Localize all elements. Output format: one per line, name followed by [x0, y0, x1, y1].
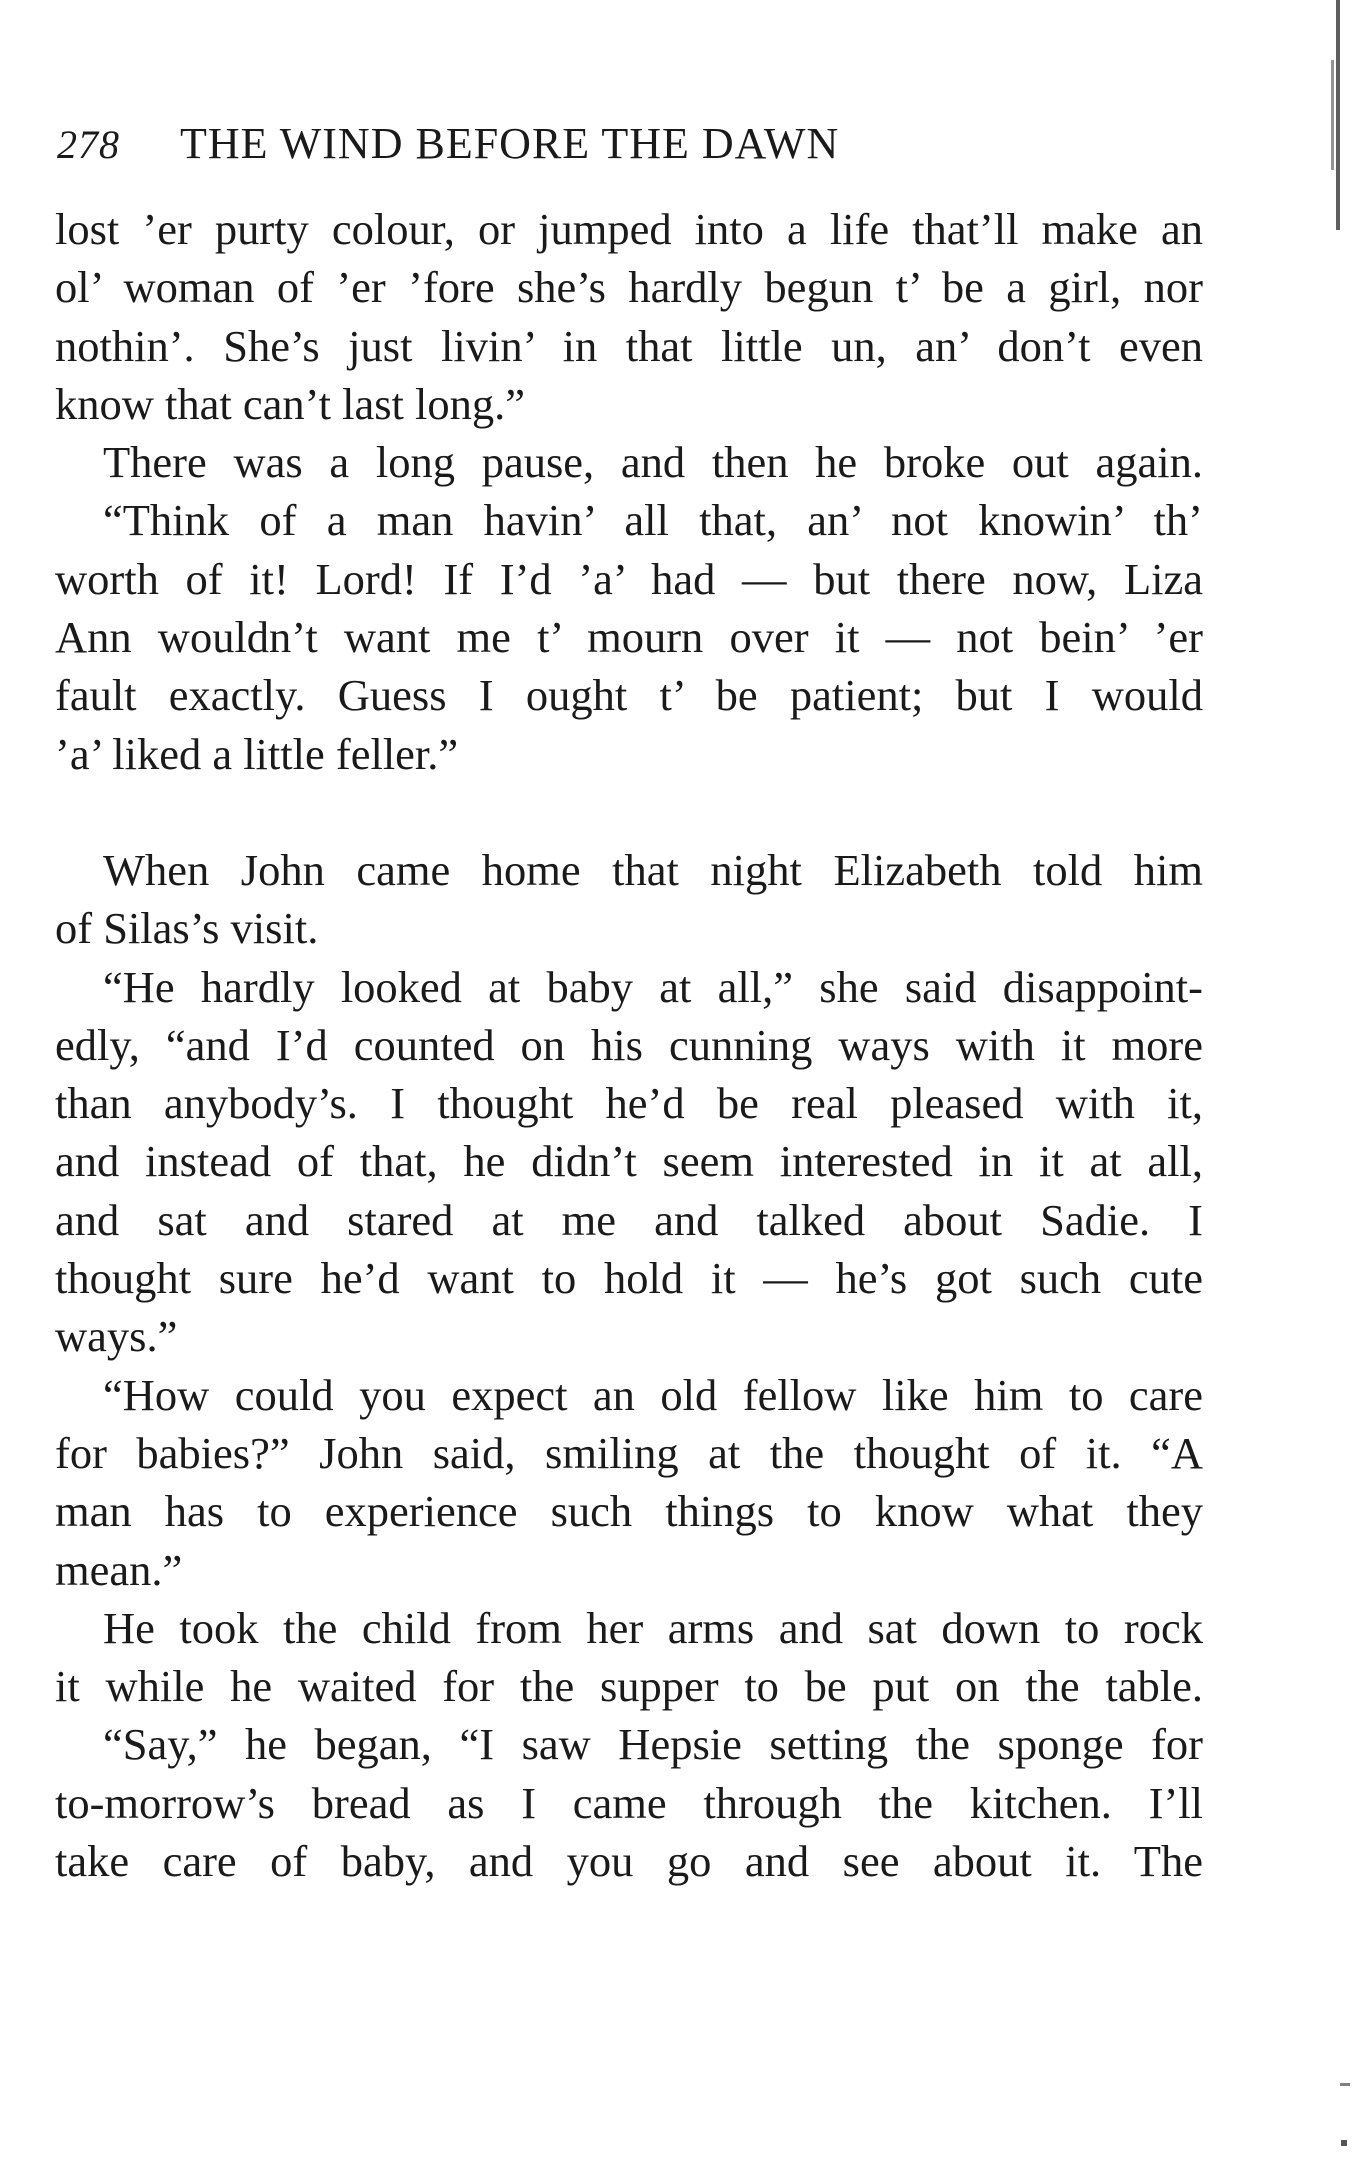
- text-line: than anybody’s. I thought he’d be real pleased with it,: [55, 1078, 1203, 1129]
- text-line: “Think of a man havin’ all that, an’ not knowin’ th’: [103, 495, 1203, 546]
- text-line: take care of baby, and you go and see about it. The: [55, 1836, 1203, 1887]
- text-line: fault exactly. Guess I ought t’ be patient; but I would: [55, 670, 1203, 721]
- text-line: Ann wouldn’t want me t’ mourn over it — not bein’ ’er: [55, 612, 1203, 663]
- text-line: “Say,” he began, “I saw Hepsie setting the sponge for: [103, 1719, 1203, 1770]
- body-text: [55, 200, 1203, 1890]
- text-line: There was a long pause, and then he broke out again.: [103, 437, 1203, 488]
- text-line: ways.”: [55, 1311, 178, 1362]
- text-line: thought sure he’d want to hold it — he’s got such cute: [55, 1253, 1203, 1304]
- text-line: worth of it! Lord! If I’d ’a’ had — but there now, Liza: [55, 553, 1203, 604]
- text-line: “He hardly looked at baby at all,” she said disappoint-: [103, 961, 1203, 1012]
- text-line: He took the child from her arms and sat down to rock: [103, 1602, 1203, 1653]
- text-line: and sat and stared at me and talked about Sadie. I: [55, 1194, 1203, 1245]
- text-line: edly, “and I’d counted on his cunning ways with it more: [55, 1019, 1203, 1070]
- text-line: nothin’. She’s just livin’ in that little un, an’ don’t even: [55, 320, 1203, 371]
- text-line: it while he waited for the supper to be put on the table.: [55, 1661, 1203, 1712]
- text-line: When John came home that night Elizabeth told him: [103, 844, 1203, 895]
- text-line: man has to experience such things to know what they: [55, 1486, 1203, 1537]
- scan-edge-mark: [1331, 60, 1334, 170]
- text-line: lost ’er purty colour, or jumped into a life that’ll make an: [55, 204, 1203, 254]
- text-line: ol’ woman of ’er ’fore she’s hardly begun t’ be a girl, nor: [55, 262, 1203, 313]
- running-title: THE WIND BEFORE THE DAWN: [180, 119, 840, 168]
- text-line: “How could you expect an old fellow like him to care: [103, 1369, 1203, 1420]
- text-line: to-morrow’s bread as I came through the kitchen. I’ll: [55, 1777, 1203, 1828]
- text-line: for babies?” John said, smiling at the thought of it. “A: [55, 1427, 1203, 1478]
- text-line: mean.”: [55, 1544, 183, 1595]
- text-line: of Silas’s visit.: [55, 903, 319, 954]
- scan-edge-mark: [1340, 2083, 1350, 2086]
- scan-edge-mark: [1341, 2140, 1347, 2146]
- running-head: [57, 118, 1207, 178]
- page-number: 278: [57, 122, 120, 167]
- text-line: and instead of that, he didn’t seem interested in it at all,: [55, 1136, 1203, 1187]
- text-line: ’a’ liked a little feller.”: [55, 728, 459, 779]
- text-line: know that can’t last long.”: [55, 378, 526, 429]
- section-break: [55, 783, 1203, 841]
- scan-edge-mark: [1336, 0, 1340, 230]
